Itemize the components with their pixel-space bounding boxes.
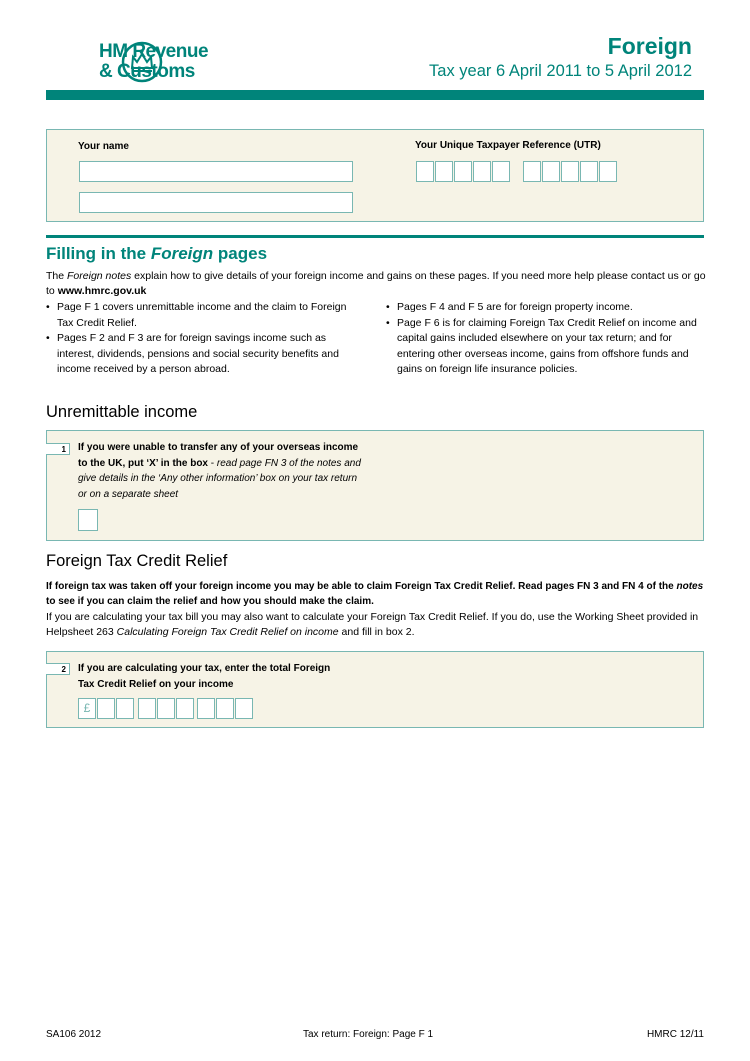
amount-digit-cell[interactable]: [197, 698, 215, 719]
utr-digit-cell[interactable]: [561, 161, 579, 182]
utr-digit-cell[interactable]: [416, 161, 434, 182]
box-2-question: If you are calculating your tax, enter the total Foreign Tax Credit Relief on your income: [78, 663, 331, 690]
page-subtitle: Tax year 6 April 2011 to 5 April 2012: [429, 62, 692, 80]
footer-revision: HMRC 12/11: [646, 1029, 704, 1040]
amount-digit-cell[interactable]: [97, 698, 115, 719]
box-1-question: If you were unable to transfer any of your overseas income to the UK, put ‘X’ in the box - read page FN 3 of the notes and give details in the ‘Any other information’ box on your tax return or on a separate sheet: [78, 442, 361, 500]
logo-wordmark-line1: HM Revenue: [99, 41, 209, 62]
filling-in-intro: The Foreign notes explain how to give details of your foreign income and gains on these pages. If you need more help please contact us or go to www.hmrc.gov.uk: [46, 270, 706, 297]
list-item: • Pages F 4 and F 5 are for foreign property income.: [386, 300, 706, 316]
currency-symbol-cell: £: [78, 698, 96, 719]
amount-digit-cell[interactable]: [176, 698, 194, 719]
utr-digit-cell[interactable]: [473, 161, 491, 182]
filling-in-heading: Filling in the Foreign pages: [46, 244, 268, 263]
ftcr-paragraph: If you are calculating your tax bill you may also want to calculate your Foreign Tax Credit Relief. If you do, use the Working Sheet provided in Helpsheet 263 Calculating Foreign Tax Credit Relief on income and fill in box 2.: [46, 611, 699, 638]
unremittable-checkbox[interactable]: [78, 509, 98, 531]
amount-digit-cell[interactable]: [235, 698, 253, 719]
utr-digit-cell[interactable]: [523, 161, 541, 182]
list-item: • Pages F 2 and F 3 are for foreign savings income such as interest, dividends, pensions and social security benefits and income received by a person abroad.: [46, 331, 356, 378]
bullet-list-left: [46, 300, 356, 378]
amount-digit-cell[interactable]: [116, 698, 134, 719]
unremittable-income-heading: Unremittable income: [46, 403, 198, 421]
footer-form-code: SA106 2012: [46, 1029, 102, 1040]
amount-digit-cell[interactable]: [157, 698, 175, 719]
name-field-line-2[interactable]: [79, 192, 353, 213]
amount-digit-cell[interactable]: [216, 698, 234, 719]
section-rule: [46, 235, 704, 238]
footer-page-label: Tax return: Foreign: Page F 1: [303, 1029, 434, 1040]
logo-wordmark-line2: & Customs: [99, 61, 195, 82]
name-label: Your name: [78, 141, 129, 152]
name-field-line-1[interactable]: [79, 161, 353, 182]
amount-digit-cell[interactable]: [138, 698, 156, 719]
utr-digit-cell[interactable]: [492, 161, 510, 182]
list-item: • Page F 6 is for claiming Foreign Tax Credit Relief on income and capital gains included elsewhere on your tax return; and for entering other overseas income, gains from offshore funds and gains on foreign life insurance policies.: [386, 316, 706, 378]
box-number: 1: [46, 443, 70, 455]
page-title: Foreign: [607, 33, 692, 59]
box-number: 2: [46, 663, 70, 675]
utr-digit-cell[interactable]: [542, 161, 560, 182]
ftcr-bold-paragraph: If foreign tax was taken off your foreign income you may be able to claim Foreign Tax Credit Relief. Read pages FN 3 and FN 4 of the notes to see if you can claim the relief and how you should make the claim.: [46, 581, 704, 607]
utr-digit-cell[interactable]: [454, 161, 472, 182]
header-rule: [46, 90, 704, 100]
identity-panel: [46, 129, 704, 222]
utr-digit-cell[interactable]: [599, 161, 617, 182]
list-item: • Page F 1 covers unremittable income and the claim to Foreign Tax Credit Relief.: [46, 300, 356, 331]
utr-digit-cell[interactable]: [435, 161, 453, 182]
utr-digit-cell[interactable]: [580, 161, 598, 182]
hmrc-website-link[interactable]: www.hmrc.gov.uk: [57, 285, 147, 297]
bullet-list-right: [386, 300, 706, 378]
utr-label: Your Unique Taxpayer Reference (UTR): [415, 140, 601, 151]
ftcr-heading: Foreign Tax Credit Relief: [46, 552, 228, 570]
